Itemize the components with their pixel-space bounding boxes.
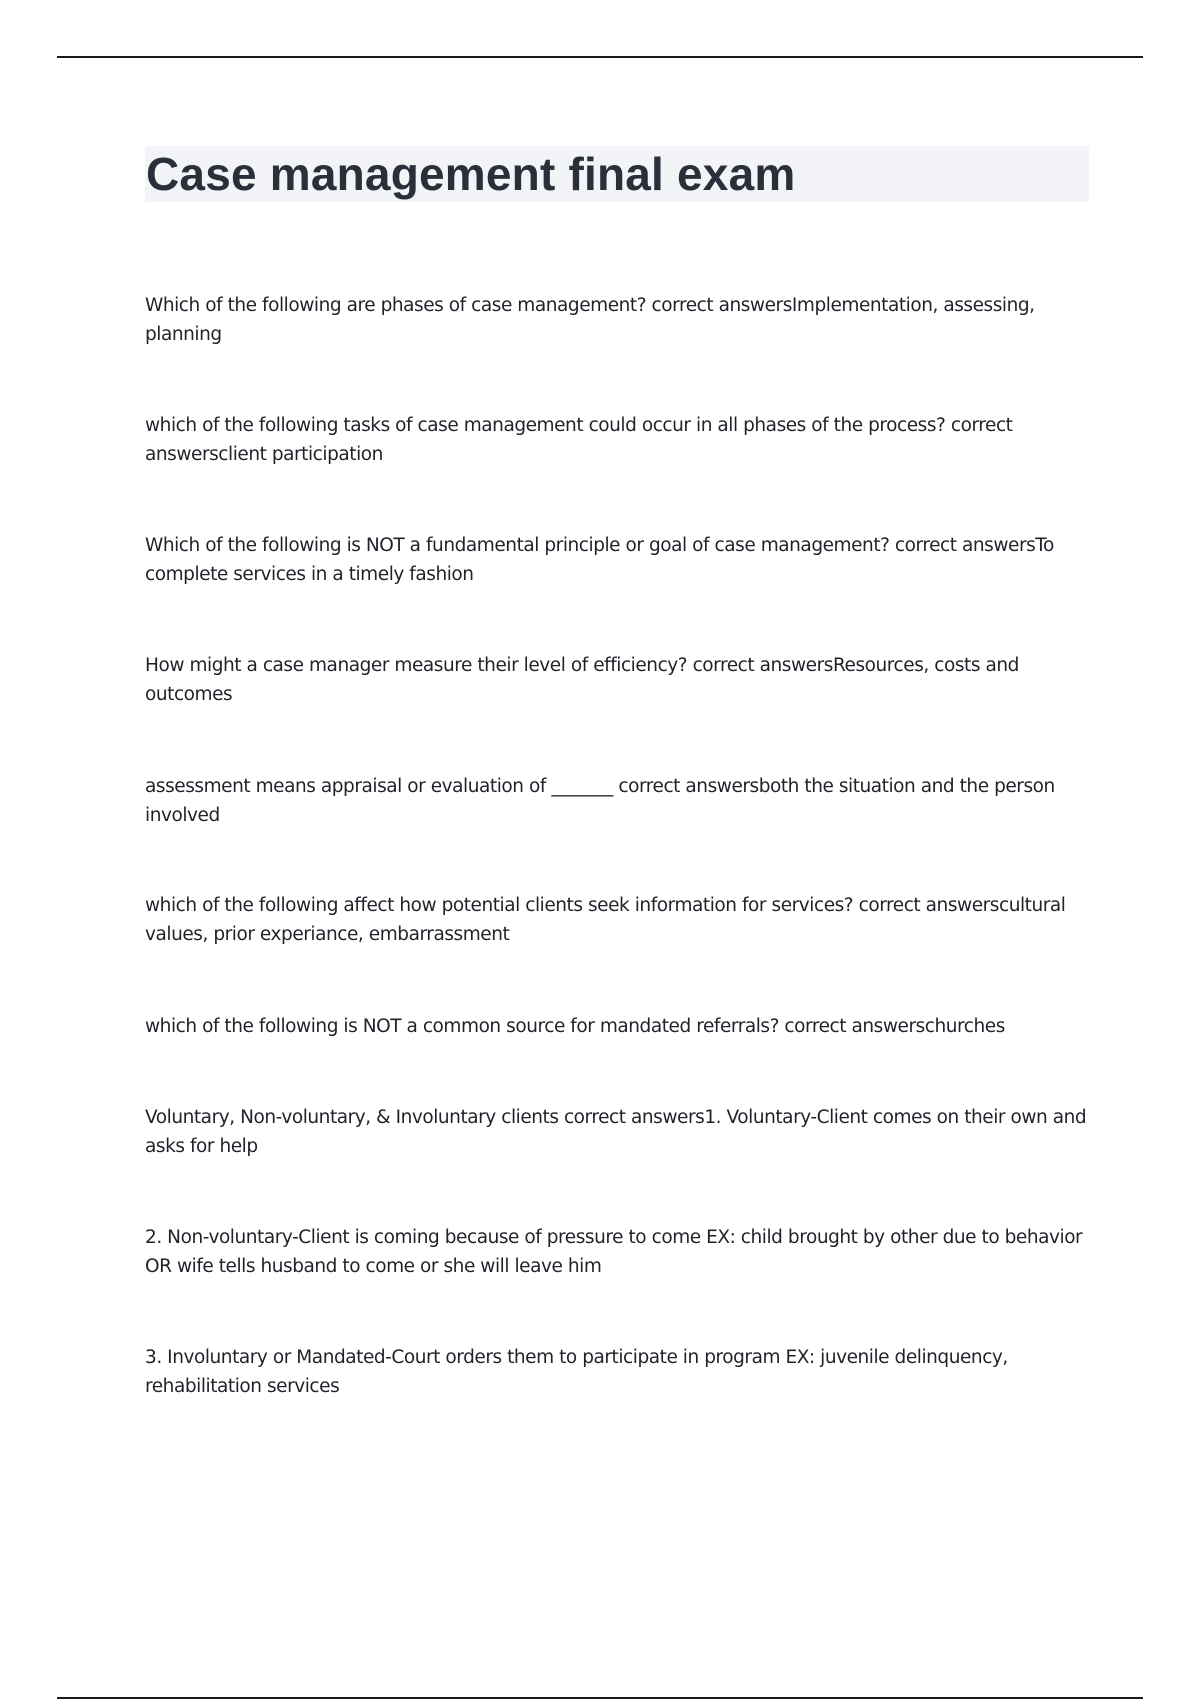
qa-item-2: which of the following tasks of case management could occur in all phases of the process? correct answersclient participation [145, 415, 1013, 465]
title-banner [145, 146, 1089, 202]
page-title: Case management final exam [146, 148, 796, 200]
qa-item-10: 3. Involuntary or Mandated-Court orders them to participate in program EX: juvenile delinquency, rehabilitation services [145, 1347, 1008, 1397]
qa-item-8: Voluntary, Non-voluntary, & Involuntary clients correct answers1. Voluntary-Client comes on their own and asks for help [145, 1107, 1087, 1157]
qa-item-6: which of the following affect how potential clients seek information for services? correct answerscultural values, prior experiance, embarrassment [145, 895, 1066, 945]
qa-item-4: How might a case manager measure their level of efficiency? correct answersResources, costs and outcomes [145, 655, 1019, 705]
bottom-rule [57, 1697, 1143, 1699]
qa-item-3: Which of the following is NOT a fundamental principle or goal of case management? correct answersTo complete services in a timely fashion [145, 535, 1054, 585]
qa-item-5: assessment means appraisal or evaluation of _______ correct answersboth the situation and the person involved [145, 776, 1055, 826]
qa-item-1: Which of the following are phases of case management? correct answersImplementation, assessing, planning [145, 295, 1035, 345]
top-rule [57, 56, 1143, 58]
qa-item-7: which of the following is NOT a common source for mandated referrals? correct answerschurches [145, 1016, 1005, 1037]
qa-item-9: 2. Non-voluntary-Client is coming because of pressure to come EX: child brought by other due to behavior OR wife tells husband to come or she will leave him [145, 1227, 1083, 1277]
